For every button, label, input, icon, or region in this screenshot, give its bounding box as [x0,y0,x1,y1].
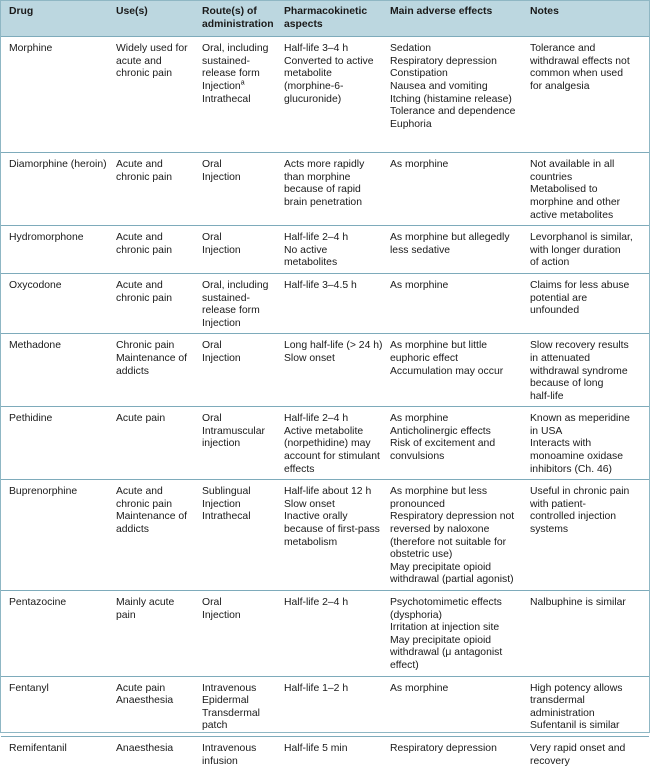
uses-cell-line: chronic pain [116,292,173,304]
notes-cell [522,334,649,407]
route-cell-line: Oral, including [202,43,269,55]
notes-cell-line: withdrawal syndrome [530,365,628,377]
drug-cell [1,407,108,480]
uses-cell [108,273,194,333]
header-row [1,1,649,37]
notes-cell-line: Metabolised to [530,184,598,196]
route-cell [194,407,276,480]
adverse-effects-cell-line: pronounced [390,498,445,510]
drug-cell-line: Pentazocine [9,597,67,608]
header-drug-label: Drug [9,6,34,17]
pharmacokinetics-cell-line: because of first-pass [284,524,380,536]
adverse-effects-cell-line: Accumulation may occur [390,365,504,377]
adverse-effects-cell [382,273,522,333]
route-cell-line: Injection$^a$ [202,79,245,92]
table-row [1,273,649,333]
notes-cell-line: Tolerance and [530,43,596,55]
notes-cell-line: active metabolites [530,209,614,221]
uses-cell-line: Acute and [116,232,163,244]
table-row [1,226,649,274]
uses-cell-line: Anaesthesia [116,742,174,754]
pharmacokinetics-cell-line: brain penetration [284,196,362,208]
notes-cell-line: administration [530,707,595,719]
route-cell-line: Injection [202,609,241,621]
adverse-effects-cell-line: Nausea and vomiting [390,80,488,92]
route-cell-line: Intrathecal [202,511,251,523]
adverse-effects-cell-line: As morphine but less [390,486,488,498]
route-cell [194,37,276,153]
adverse-effects-cell-line: euphoric effect [390,352,458,364]
notes-cell-line: unfounded [530,305,580,317]
table-row [1,676,649,736]
adverse-effects-cell-line: As morphine but little [390,340,488,352]
route-cell-line: Oral [202,597,222,608]
header-adverse-effects [382,1,522,37]
notes-cell [522,153,649,226]
route-cell [194,334,276,407]
drug-cell-line: Oxycodone [9,279,62,291]
pharmacokinetics-cell-line: No active [284,244,328,256]
route-cell-line: Oral [202,159,222,171]
uses-cell-line: Acute and [116,279,163,291]
adverse-effects-cell-line: Itching (histamine release) [390,93,512,105]
adverse-effects-cell-line: Sedation [390,43,432,55]
notes-cell-line: High potency allows [530,682,623,694]
notes-cell-line: potential are [530,292,588,304]
adverse-effects-cell-line: Risk of excitement and [390,438,496,450]
notes-cell-line: with longer duration [530,244,621,256]
notes-cell-line: inhibitors (Ch. 46) [530,463,613,475]
uses-cell-line: Maintenance of [116,352,188,364]
adverse-effects-cell [382,480,522,591]
route-cell-line: Oral [202,232,222,244]
uses-cell-line: Acute pain [116,682,166,694]
drug-cell [1,37,108,153]
drug-cell [1,273,108,333]
pharmacokinetics-cell-line: Half-life 2–4 h [284,232,349,244]
pharmacokinetics-cell [276,676,382,736]
table-row [1,591,649,677]
notes-cell-line: in attenuated [530,352,591,364]
notes-cell-line: Known as meperidine [530,413,630,425]
notes-cell-line: withdrawal effects not [530,55,630,67]
header-drug [1,1,108,37]
uses-cell-line: addicts [116,524,149,536]
notes-cell [522,591,649,677]
opioid-drug-table [1,1,649,771]
notes-cell-line: countries [530,171,573,183]
table-row [1,736,649,771]
notes-cell-line: controlled injection [530,511,617,523]
drug-cell [1,480,108,591]
pharmacokinetics-cell-line: Half-life 5 min [284,742,348,754]
route-cell-line: patch [202,720,228,732]
route-cell-line: injection [202,438,241,450]
pharmacokinetics-cell-line: than morphine [284,171,351,183]
notes-cell-line: with patient- [530,498,587,510]
route-cell [194,736,276,771]
notes-cell-line: Useful in chronic pain [530,486,630,498]
adverse-effects-cell [382,591,522,677]
pharmacokinetics-cell-line: Active metabolite [284,425,364,437]
uses-cell-line: Maintenance of [116,511,188,523]
pharmacokinetics-cell-line: Half-life about 12 h [284,486,372,498]
notes-cell [522,37,649,153]
pharmacokinetics-cell [276,273,382,333]
notes-cell-line: systems [530,524,569,536]
uses-cell-line: chronic pain [116,68,173,80]
drug-cell [1,334,108,407]
table-row [1,37,649,153]
notes-cell-line: Claims for less abuse [530,279,630,291]
pharmacokinetics-cell [276,37,382,153]
drug-cell-line: Pethidine [9,413,53,425]
adverse-effects-cell-line: withdrawal (μ antagonist [390,647,503,659]
pharmacokinetics-cell-line: Long half-life (> 24 h) [284,340,383,352]
pharmacokinetics-cell-line: Half-life 2–4 h [284,597,349,608]
pharmacokinetics-cell-line: Half-life 3–4 h [284,43,349,55]
pharmacokinetics-cell-line: metabolite [284,68,332,80]
adverse-effects-cell-line: (therefore not suitable for [390,536,507,548]
uses-cell-line: Widely used for [116,43,188,55]
adverse-effects-cell-line: Constipation [390,68,448,80]
route-cell-line: Oral, including [202,279,269,291]
route-cell [194,591,276,677]
adverse-effects-cell-line: effect) [390,659,419,671]
pharmacokinetics-cell [276,334,382,407]
pharmacokinetics-cell [276,480,382,591]
uses-cell-line: Chronic pain [116,340,175,352]
route-cell-line: release form [202,305,260,317]
adverse-effects-cell-line: Tolerance and dependence [390,106,516,118]
notes-cell [522,480,649,591]
notes-cell-line: for analgesia [530,80,590,92]
adverse-effects-cell [382,407,522,480]
header-uses [108,1,194,37]
uses-cell [108,37,194,153]
drug-cell-line: Remifentanil [9,742,67,754]
uses-cell-line: addicts [116,365,149,377]
drug-cell-line: Morphine [9,43,53,55]
drug-cell-line: Fentanyl [9,682,49,694]
adverse-effects-cell-line: Respiratory depression [390,742,497,754]
notes-cell-line: transdermal [530,695,585,707]
adverse-effects-cell-line: obstetric use) [390,549,453,561]
header-route [194,1,276,37]
adverse-effects-cell [382,37,522,153]
route-cell-line: Injection [202,352,241,364]
route-cell [194,676,276,736]
adverse-effects-cell [382,226,522,274]
pharmacokinetics-cell-line: Half-life 1–2 h [284,682,349,694]
notes-cell-line: Sufentanil is similar [530,720,620,732]
drug-cell [1,153,108,226]
table-row [1,480,649,591]
uses-cell-line: Acute and [116,159,163,171]
drug-cell-line: Hydromorphone [9,232,84,244]
uses-cell-line: chronic pain [116,171,173,183]
uses-cell [108,676,194,736]
route-cell-line: Injection [202,317,241,329]
uses-cell-line: acute and [116,55,162,67]
pharmacokinetics-cell-line: effects [284,463,315,475]
uses-cell [108,591,194,677]
route-cell-line: sustained- [202,292,250,304]
pharmacokinetics-cell-line: glucuronide) [284,93,342,105]
notes-cell-line: Levorphanol is similar, [530,232,633,244]
route-cell-line: Epidermal [202,695,249,707]
header-adverse-label: Main adverse effects [390,6,493,17]
adverse-effects-cell-line: (dysphoria) [390,609,442,621]
notes-cell-line: Nalbuphine is similar [530,597,626,608]
adverse-effects-cell-line: As morphine [390,159,449,171]
uses-cell-line: Acute pain [116,413,166,425]
header-pk-label-line: Pharmacokinetic [284,6,368,17]
pharmacokinetics-cell-line: Acts more rapidly [284,159,365,171]
notes-cell-line: Not available in all [530,159,615,171]
notes-cell-line: morphine and other [530,196,621,208]
adverse-effects-cell-line: Psychotomimetic effects [390,597,502,608]
adverse-effects-cell-line: May precipitate opioid [390,634,492,646]
drug-cell [1,736,108,771]
route-cell-line: Oral [202,340,222,352]
pharmacokinetics-cell-line: because of rapid [284,184,361,196]
pharmacokinetics-cell-line: (morphine-6- [284,80,344,92]
pharmacokinetics-cell [276,407,382,480]
notes-cell-line: Interacts with [530,438,592,450]
pharmacokinetics-cell-line: Converted to active [284,55,374,67]
route-cell-line: Intrathecal [202,93,251,105]
adverse-effects-cell-line: Respiratory depression [390,55,497,67]
uses-cell-line: chronic pain [116,498,173,510]
adverse-effects-cell-line: As morphine [390,279,449,291]
uses-cell [108,226,194,274]
pharmacokinetics-cell-line: Inactive orally [284,511,348,523]
uses-cell-line: Acute and [116,486,163,498]
notes-cell [522,736,649,771]
route-cell-line: Sublingual [202,486,251,498]
table-row [1,334,649,407]
route-cell-line: Transdermal [202,707,260,719]
route-cell [194,153,276,226]
notes-cell-line: half-life [530,390,564,402]
pharmacokinetics-cell-line: Slow onset [284,498,335,510]
adverse-effects-cell-line: reversed by naloxone [390,524,490,536]
table-header [1,1,649,37]
uses-cell [108,334,194,407]
table-row [1,153,649,226]
pharmacokinetics-cell [276,226,382,274]
drug-cell-line: Buprenorphine [9,486,78,498]
route-cell-line: Oral [202,413,222,425]
adverse-effects-cell-line: convulsions [390,451,445,463]
adverse-effects-cell [382,676,522,736]
table-row [1,407,649,480]
adverse-effects-cell-line: withdrawal (partial agonist) [390,574,514,586]
drug-cell-line: Diamorphine (heroin) [9,159,107,171]
notes-cell-line: in USA [530,425,563,437]
pharmacokinetics-cell [276,591,382,677]
notes-cell [522,226,649,274]
adverse-effects-cell-line: As morphine [390,413,449,425]
route-cell [194,480,276,591]
header-pk-label-line: aspects [284,18,323,30]
route-cell-line: Intravenous [202,682,257,694]
header-route-label-line: Route(s) of [202,6,257,17]
uses-cell [108,153,194,226]
notes-cell-line: Very rapid onset and [530,742,626,754]
adverse-effects-cell [382,153,522,226]
adverse-effects-cell-line: Anticholinergic effects [390,425,491,437]
uses-cell-line: Mainly acute [116,597,175,608]
notes-cell-line: common when used [530,68,623,80]
adverse-effects-cell-line: As morphine but allegedly [390,232,510,244]
route-cell-line: sustained- [202,55,250,67]
notes-cell [522,273,649,333]
uses-cell-line: Anaesthesia [116,695,174,707]
route-cell-line: infusion [202,755,238,767]
drug-cell [1,591,108,677]
table-body [1,37,649,771]
uses-cell-line: pain [116,609,136,621]
adverse-effects-cell-line: Irritation at injection site [390,622,500,634]
uses-cell-line: chronic pain [116,244,173,256]
route-cell-line: Injection [202,244,241,256]
header-pharmacokinetics [276,1,382,37]
uses-cell [108,480,194,591]
adverse-effects-cell-line: Respiratory depression not [390,511,515,523]
route-cell-line: release form [202,68,260,80]
pharmacokinetics-cell-line: (norpethidine) may [284,438,371,450]
adverse-effects-cell-line: As morphine [390,682,449,694]
pharmacokinetics-cell-line: account for stimulant [284,451,380,463]
notes-cell-line: Slow recovery results [530,340,629,352]
route-cell-line: Injection [202,171,241,183]
route-cell-line: Intravenous [202,742,257,754]
pharmacokinetics-cell-line: Slow onset [284,352,335,364]
drug-cell-line: Methadone [9,340,61,352]
adverse-effects-cell-line: less sedative [390,244,451,256]
uses-cell [108,736,194,771]
footnote-marker: a [240,79,245,87]
pharmacokinetics-cell-line: Half-life 2–4 h [284,413,349,425]
adverse-effects-cell-line: Euphoria [390,118,432,130]
drug-cell [1,226,108,274]
notes-cell [522,676,649,736]
notes-cell-line: monoamine oxidase [530,451,623,463]
adverse-effects-cell [382,334,522,407]
route-cell [194,226,276,274]
notes-cell-line: recovery [530,755,570,767]
drug-cell [1,676,108,736]
notes-cell [522,407,649,480]
route-cell [194,273,276,333]
uses-cell [108,407,194,480]
pharmacokinetics-cell-line: metabolism [284,536,338,548]
pharmacokinetics-cell-line: metabolites [284,257,338,269]
header-route-label-line: administration [202,18,274,30]
header-notes-label: Notes [530,6,559,17]
header-notes [522,1,649,37]
notes-cell-line: because of long [530,378,604,390]
pharmacokinetics-cell [276,153,382,226]
adverse-effects-cell [382,736,522,771]
notes-cell-line: of action [530,257,570,269]
pharmacokinetics-cell [276,736,382,771]
route-cell-line: Injection [202,498,241,510]
pharmacokinetics-cell-line: Half-life 3–4.5 h [284,279,357,291]
header-uses-label: Use(s) [116,6,148,17]
adverse-effects-cell-line: May precipitate opioid [390,561,492,573]
route-cell-line: Intramuscular [202,425,265,437]
